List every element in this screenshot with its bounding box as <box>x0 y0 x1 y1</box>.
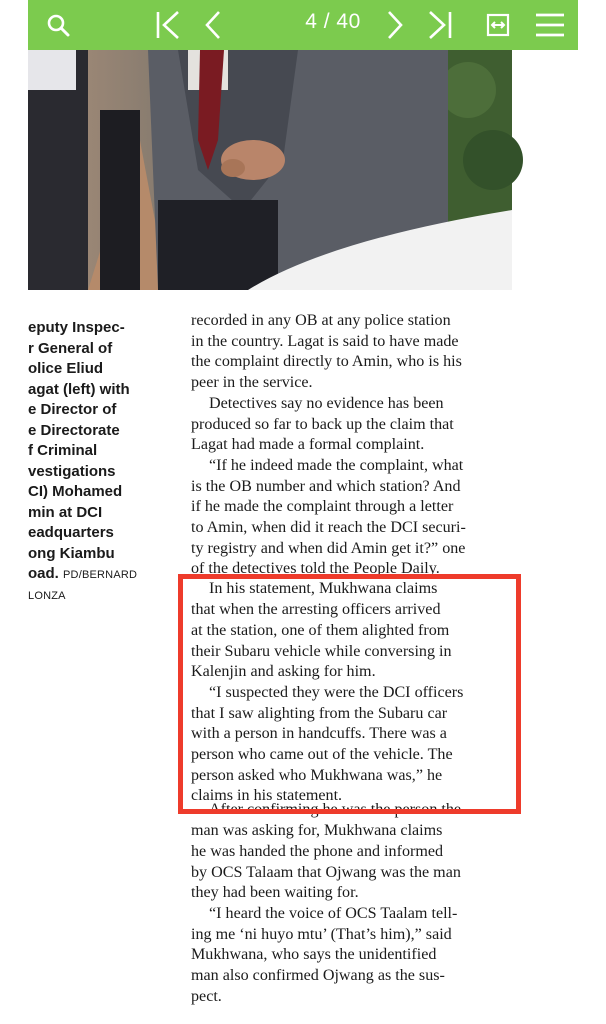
article-paragraph: “If he indeed made the complaint, what is the OB number and which station? And if he made the complaint through a letter to Amin, when did it reach the DCI securi- ty registry and when did Amin get it?” one <box>191 456 466 557</box>
clipped-line-top <box>191 801 513 821</box>
caption-line: oad. <box>28 565 59 582</box>
caption-line-with-credit <box>28 564 178 586</box>
page-counter: 4 / 40 <box>305 10 361 33</box>
next-page-icon[interactable] <box>382 0 408 50</box>
caption-line: f Criminal <box>28 442 98 459</box>
caption-line: olice Eliud <box>28 360 104 377</box>
caption-line: e Directorate <box>28 421 120 439</box>
reader-toolbar <box>28 0 578 50</box>
news-photo <box>28 50 512 290</box>
caption-line: eputy Inspec- <box>28 319 125 336</box>
article-paragraph: man was asking for, Mukhwana claims he was handed the phone and informed by OCS Talaam that Ojwang was the man they had been waiting for. <box>191 822 461 902</box>
caption-line: eadquarters <box>28 524 114 541</box>
clipped-line-text: of the detectives told the People Daily. <box>191 560 440 578</box>
caption-line: vestigations <box>28 462 116 480</box>
search-icon[interactable] <box>42 0 74 50</box>
clipped-line <box>191 559 513 578</box>
caption-line: min at DCI <box>28 503 103 521</box>
article-body <box>191 311 513 1008</box>
photo-credit-cont: LONZA <box>28 589 66 602</box>
photo-caption <box>28 318 178 606</box>
caption-line: r General of <box>28 339 113 357</box>
photo-credit: PD/BERNARD <box>63 569 138 581</box>
article-paragraph: “I heard the voice of OCS Taalam tell- ing me ‘ni huyo mtu’ (That’s him),” said Mukhwana, who says the unidentified man also confirmed Ojwang as the sus- pect. <box>191 904 458 1005</box>
article-paragraph: recorded in any OB at any police station in the country. Lagat is said to have made the complaint directly to Amin, who is his peer in the service. <box>191 312 462 392</box>
first-page-icon[interactable] <box>152 0 184 50</box>
clipped-line-text: After confirming he was the person the <box>209 801 462 819</box>
article-paragraph-highlighted: In his statement, Mukhwana claims that when the arresting officers arrived at the station, one of them alighted from their Subaru vehicle while conversing in Kalenjin and asking for him. <box>191 580 452 681</box>
caption-line: e Director of <box>28 401 117 418</box>
article-paragraph-highlighted: “I suspected they were the DCI officers that I saw alighting from the Subaru car with a person in handcuffs. There was a person who came out of the vehicle. The person asked who Mukhwana was,” he claims in his statement. <box>191 683 464 805</box>
last-page-icon[interactable] <box>424 0 456 50</box>
menu-icon[interactable] <box>532 0 568 50</box>
caption-line: ong Kiambu <box>28 544 115 562</box>
fit-width-icon[interactable] <box>484 0 512 50</box>
previous-page-icon[interactable] <box>200 0 226 50</box>
article-paragraph: Detectives say no evidence has been produced so far to back up the claim that Lagat had made a formal complaint. <box>191 394 454 454</box>
caption-line: CI) Mohamed <box>28 483 123 500</box>
caption-line: agat (left) with <box>28 380 130 398</box>
